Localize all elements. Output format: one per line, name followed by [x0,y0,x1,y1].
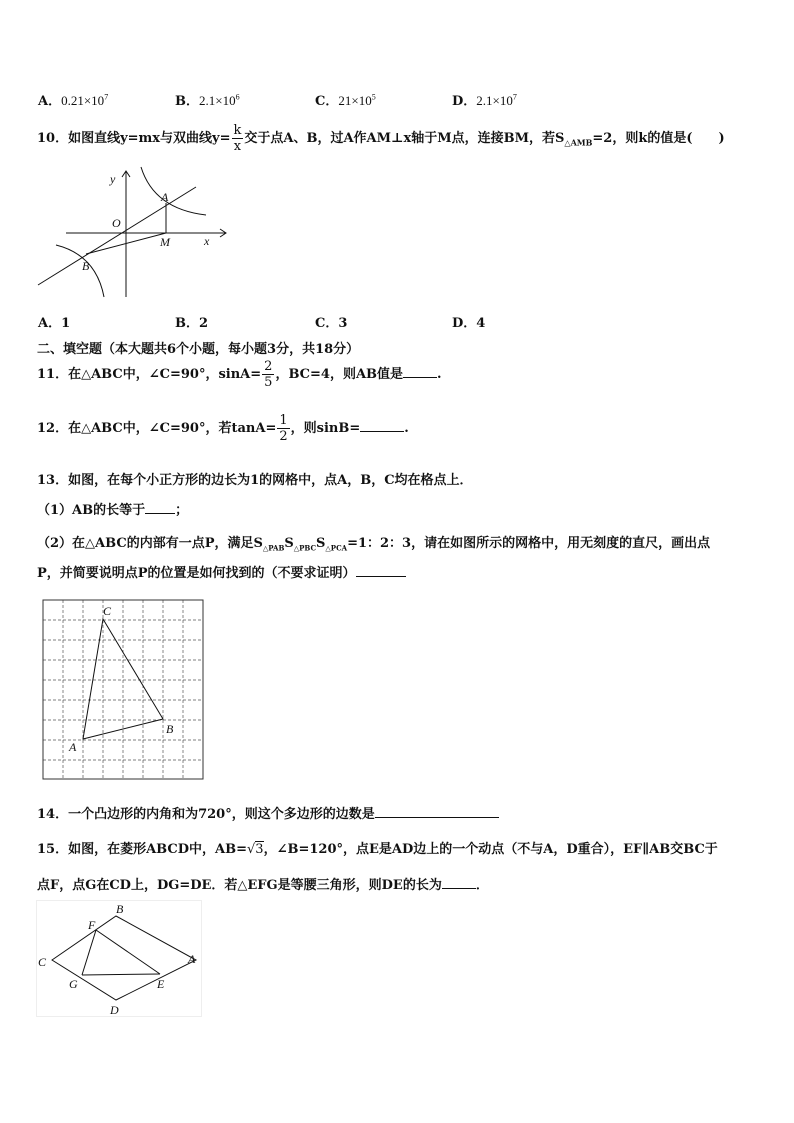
q10-label-b: B [82,259,90,273]
q15-segment-ge [82,974,160,975]
q13-grid-figure [42,599,205,781]
fraction-2-over-5: $\frac{2}{5}$ [264,359,273,390]
q10-label-x: x [204,234,210,248]
q15-rhombus-figure [36,900,202,1018]
q9-option-d: D．$2.1\times 10^7$ [452,92,517,109]
q15-answer-blank[interactable] [442,876,476,889]
q12-answer-blank[interactable] [360,419,404,432]
question-13-part-1: （1）AB的长等于 ； [37,503,189,518]
q10-line-ymx [38,187,196,285]
q15-label-f: F [88,918,96,932]
question-11-text: 11．在△ABC中，∠C=90°，sinA= $\frac{2}{5}$ ，BC=4，则AB值是 . [37,359,442,390]
q9-option-b: B．$2.1\times 10^6$ [175,92,240,109]
q10-figure [36,165,236,301]
q10-option-d: D．4 [452,316,486,331]
q13-grid-lines [43,600,203,779]
question-15-text: 15．如图，在菱形ABCD中，AB=√3，∠B=120°，点E是AD边上的一个动点（不与A，D重合），EF∥AB交BC于 [37,842,718,857]
q10-label-a: A [161,190,169,204]
question-13-part-2: （2）在△ABC的内部有一点P，满足$S_{\triangle PAB}S_{\triangle PBC}S_{\triangle PCA}=1$：2：3，请在如图所示的网格中，用无刻度的直尺，画出点 [37,536,711,553]
q10-option-b: B．2 [175,316,209,331]
q10-label-y: y [110,172,116,186]
q15-segment-fg [82,930,96,975]
q15-segment-fe [96,930,160,974]
fraction-k-over-x: $\frac{k}{x}$ [233,123,242,154]
question-15-text-cont: 点F，点G在CD上，DG=DE．若△EFG是等腰三角形，则DE的长为 ． [37,878,489,893]
q13-label-a: A [69,740,77,754]
q15-label-e: E [157,977,165,991]
q15-label-b: B [116,902,124,916]
q11-answer-blank[interactable] [403,365,437,378]
q15-label-g: G [69,977,78,991]
q10-hyperbola-branch-1 [141,167,206,215]
q13-answer-blank-2[interactable] [356,564,406,577]
q13-answer-blank-1[interactable] [145,501,175,514]
q14-answer-blank[interactable] [375,805,499,818]
q13-label-b: B [166,722,174,736]
q15-label-a: A [188,952,196,966]
question-13-part-2-cont: P，并简要说明点P的位置是如何找到的（不要求证明） [37,562,406,581]
question-12-text: 12．在△ABC中，∠C=90°，若tanA= $\frac{1}{2}$ ，则sinB= . [37,413,409,444]
fraction-1-over-2: $\frac{1}{2}$ [279,413,288,444]
section-2-heading: 二、填空题（本大题共6个小题，每小题3分，共18分） [37,342,360,357]
question-14-text: 14．一个凸边形的内角和为720°，则这个多边形的边数是 [37,803,499,822]
sqrt-symbol: √3 [247,842,264,857]
q9-option-c: C．$21\times 10^5$ [315,92,376,109]
q15-label-c: C [38,955,47,969]
q9-option-a: A．$0.21\times 10^7$ [38,92,109,109]
q10-option-a: A．1 [38,316,71,331]
q10-label-o: O [112,216,121,230]
question-10-text: 10．如图直线y=mx与双曲线y= $\frac{k}{x}$ 交于点A、B，过A作AM⊥x轴于M点，连接BM，若$S_{\triangle AMB}=2$，则k的值是( ) [37,123,725,154]
q10-label-m: M [160,235,170,249]
q15-label-d: D [110,1003,119,1017]
q10-option-c: C．3 [315,316,348,331]
q13-label-c: C [103,604,112,618]
q10-hyperbola-branch-2 [56,245,104,297]
question-13-text: 13．如图，在每个小正方形的边长为1的网格中，点A，B，C均在格点上． [37,473,473,488]
